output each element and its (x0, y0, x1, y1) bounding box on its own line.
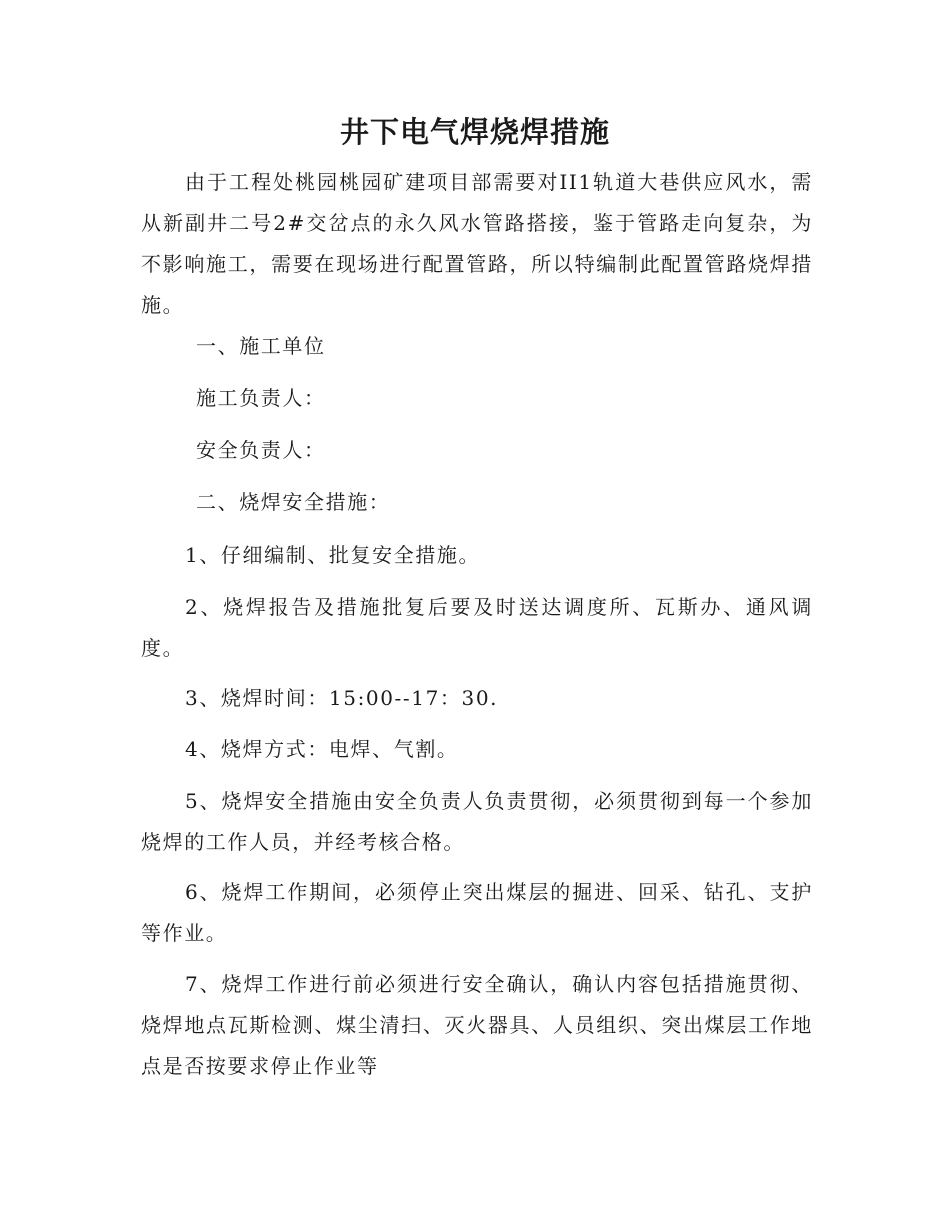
section-heading-construction-unit: 一、施工单位 (196, 334, 326, 358)
document-title: 井下电气焊烧焊措施 (339, 115, 610, 149)
measure-item-4: 4、烧焊方式：电焊、气割。 (185, 737, 459, 761)
measure-item-1: 1、仔细编制、批复安全措施。 (185, 543, 481, 567)
measure-item-7: 7、烧焊工作进行前必须进行安全确认，确认内容包括措施贯彻、烧焊地点瓦斯检测、煤尘清扫、灭火器具、人员组织、突出煤层工作地点是否按要求停止作业等 (141, 972, 813, 1078)
intro-paragraph: 由于工程处桃园桃园矿建项目部需要对II1轨道大巷供应风水，需从新副井二号2#交岔点的永久风水管路搭接，鉴于管路走向复杂，为不影响施工，需要在现场进行配置管路，所以特编制此配置管路烧焊措施。 (141, 170, 813, 317)
measure-item-6: 6、烧焊工作期间，必须停止突出煤层的掘进、回采、钻孔、支护等作业。 (141, 880, 813, 945)
safety-leader-label: 安全负责人： (196, 438, 326, 462)
section-heading-safety-measures: 二、烧焊安全措施： (196, 490, 391, 514)
construction-leader-label: 施工负责人： (196, 386, 326, 410)
measure-item-2: 2、烧焊报告及措施批复后要及时送达调度所、瓦斯办、通风调度。 (141, 595, 813, 660)
measure-item-5: 5、烧焊安全措施由安全负责人负责贯彻，必须贯彻到每一个参加烧焊的工作人员，并经考核合格。 (141, 789, 813, 854)
measure-item-3: 3、烧焊时间：15:00--17：30. (185, 686, 499, 710)
